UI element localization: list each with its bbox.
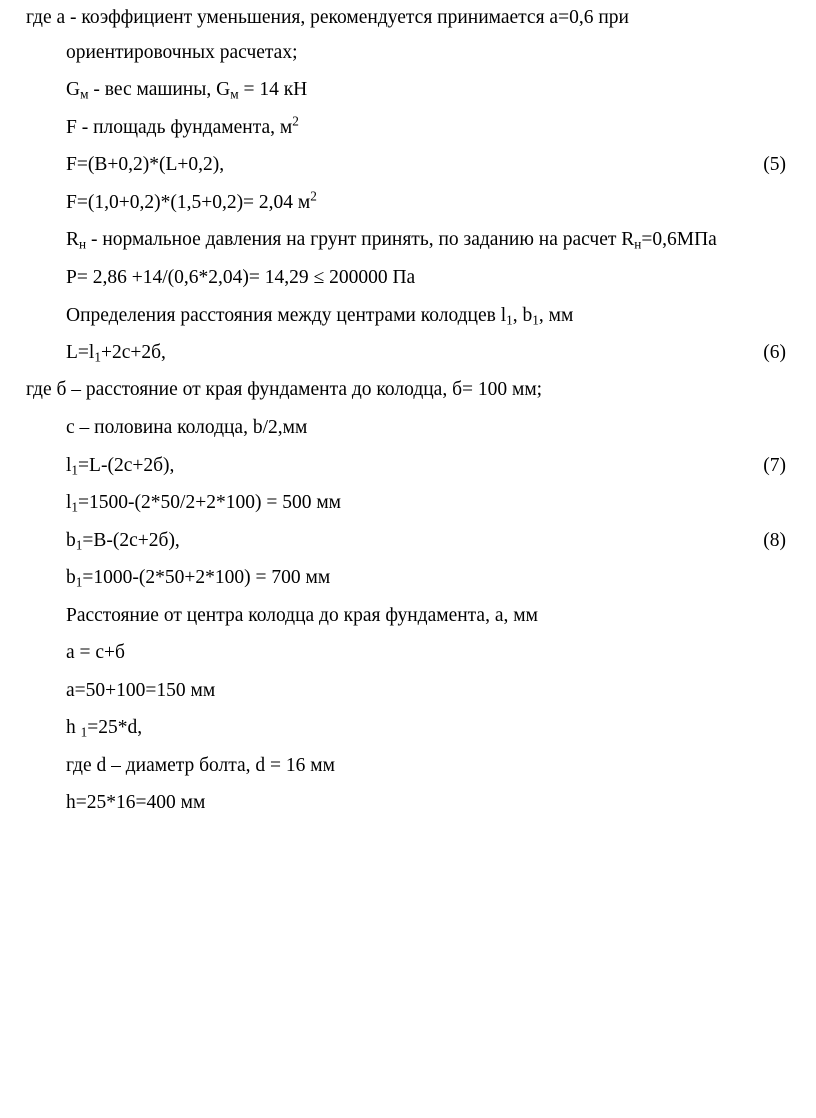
- h1-formula: h $_1$=25*d,: [66, 717, 143, 740]
- a-calculation: а=50+100=150 мм: [66, 680, 216, 701]
- text-line-19: [0, 678, 816, 704]
- text-line-9: [0, 303, 816, 329]
- text-line-4: [0, 115, 816, 141]
- text-line-21: [0, 753, 816, 779]
- soil-pressure-definition: $R_н$ - нормальное давления на грунт принять, по заданию на расчет $R_н=0,6МПа$: [66, 229, 717, 252]
- formula-8: $b_1=B-(2с+2б)$,: [66, 530, 180, 553]
- equation-number-8: (8): [763, 530, 786, 551]
- pressure-calculation: P= 2,86 +14/(0,6*2,04)= 14,29 ≤ 200000 Па: [66, 267, 416, 288]
- text-line-8: [0, 265, 816, 291]
- text-line-11: [0, 377, 816, 403]
- equation-number-6: (6): [763, 342, 786, 363]
- text-line-5: [0, 152, 816, 178]
- reduction-coefficient-definition: где а - коэффициент уменьшения, рекомендуется принимается а=0,6 при: [26, 7, 629, 28]
- h-calculation: h=25*16=400 мм: [66, 792, 206, 813]
- text-line-16: [0, 565, 816, 591]
- text-line-10: [0, 340, 816, 366]
- text-line-6: [0, 190, 816, 216]
- definition-continuation: ориентировочных расчетах;: [66, 42, 298, 63]
- formula-6: $L=l_1+2с+2б$,: [66, 342, 166, 365]
- equation-number-7: (7): [763, 455, 786, 476]
- equation-number-5: (5): [763, 154, 786, 175]
- text-line-14: [0, 490, 816, 516]
- formula-5: F=(B+0,2)*(L+0,2),: [66, 154, 225, 175]
- text-line-3: [0, 77, 816, 103]
- area-calculation: F=(1,0+0,2)*(1,5+0,2)= 2,04 $м^2$: [66, 188, 317, 213]
- machine-weight-definition: $G_м$ - вес машины, $G_м = 14$ кН: [66, 79, 308, 102]
- text-line-2: [0, 40, 816, 66]
- a-formula: а = с+б: [66, 642, 125, 663]
- center-to-edge-heading: Расстояние от центра колодца до края фундамента, а, мм: [66, 605, 538, 626]
- text-line-22: [0, 790, 816, 816]
- formula-7: $l_1=L-(2с+2б)$,: [66, 455, 175, 478]
- distance-definition-heading: Определения расстояния между центрами колодцев $l_1$, $b_1$, мм: [66, 305, 574, 328]
- edge-distance-definition: где б – расстояние от края фундамента до колодца, б= 100 мм;: [26, 379, 543, 400]
- text-line-20: [0, 715, 816, 741]
- text-line-18: [0, 640, 816, 666]
- b1-calculation: $b_1=1000-(2*50+2*100) = 700$ мм: [66, 567, 331, 590]
- l1-calculation: $l_1=1500-(2*50/2+2*100) = 500$ мм: [66, 492, 341, 515]
- half-well-definition: с – половина колодца, b/2,мм: [66, 417, 308, 438]
- text-line-12: [0, 415, 816, 441]
- text-line-1: [0, 5, 816, 31]
- text-line-17: [0, 603, 816, 629]
- bolt-diameter-definition: где d – диаметр болта, d = 16 мм: [66, 755, 335, 776]
- foundation-area-definition: F - площадь фундамента, $м^2$: [66, 113, 299, 138]
- text-line-13: [0, 453, 816, 479]
- text-line-15: [0, 528, 816, 554]
- text-line-7: [0, 227, 816, 253]
